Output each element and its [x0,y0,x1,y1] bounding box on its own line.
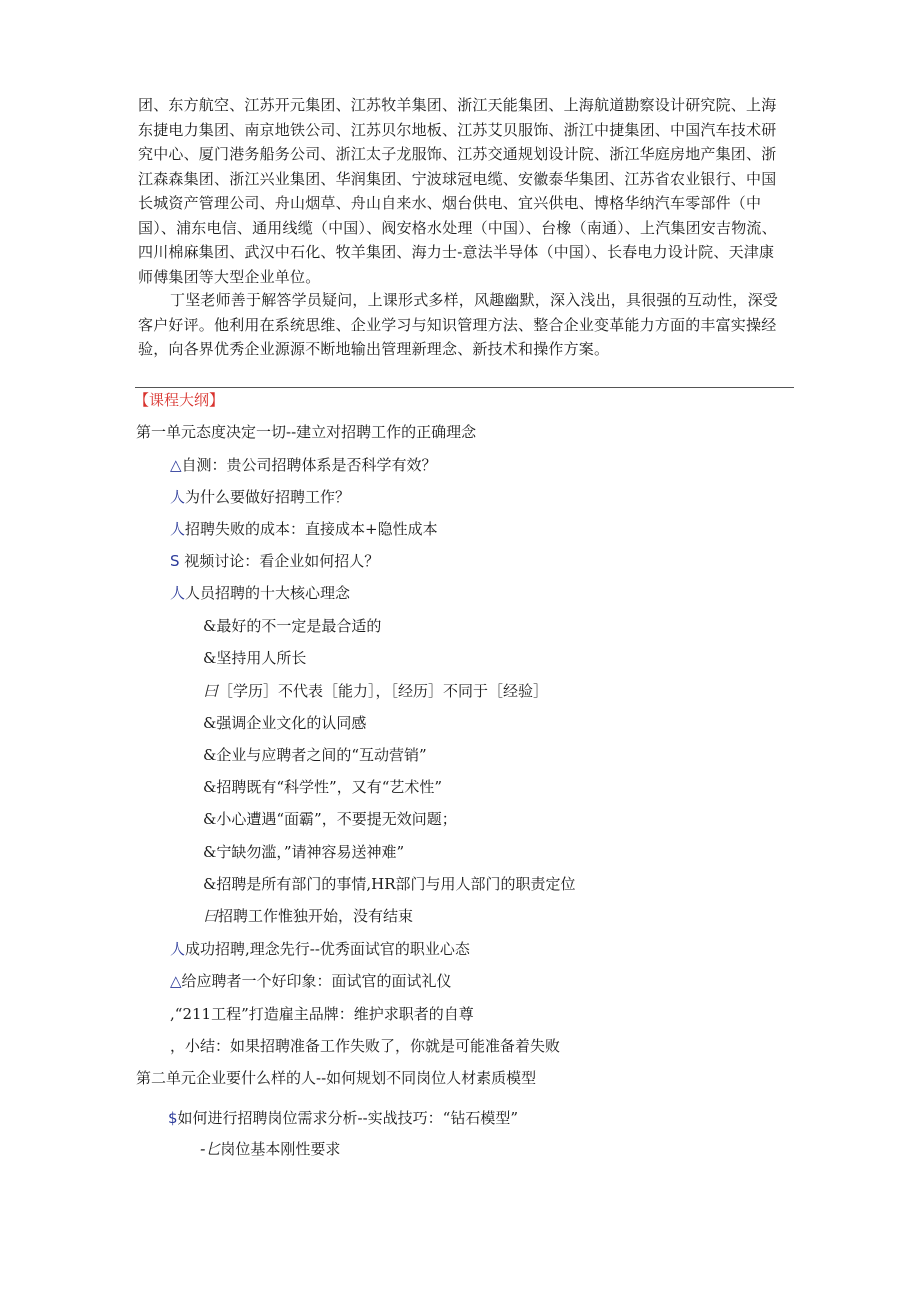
list-item-text: 人员招聘的十大核心理念 [185,584,351,602]
list-item-text: 如何进行招聘岗位需求分析--实战技巧：“钻石模型” [177,1109,519,1127]
core-idea-text: 宁缺勿滥，”请神容易送神难” [216,843,405,861]
list-item [170,487,350,507]
teaching-style-paragraph: 丁坚老师善于解答学员疑问，上课形式多样，风趣幽默，深入浅出，具很强的互动性，深受客户好评。他利用在系统思维、企业学习与知识管理方法、整合企业变革能力方面的丰富实操经验，向各界优秀企业源源不断地输出管理新理念、新技术和操作方案。 [138,291,779,358]
list-item [170,1004,474,1024]
person-bullet-icon: 人 [170,488,186,506]
core-idea-text: 小心遭遇“面霸”，不要提无效问题； [216,810,457,828]
core-idea-text: 坚持用人所长 [216,649,307,667]
sub-list-item-text: 岗位基本刚性要求 [220,1140,341,1158]
core-idea-text: 招聘工作惟独开始，没有结束 [218,907,414,925]
unit1-title: 第一单元态度决定一切--建立对招聘工作的正确理念 [136,423,477,441]
core-idea-item [203,713,366,733]
video-bullet-icon: S [170,552,180,570]
core-idea-text: 强调企业文化的认同感 [216,714,367,732]
list-item [170,519,438,539]
core-idea-text: 企业与应聘者之间的“互动营销” [216,746,427,764]
list-item [170,583,350,603]
list-item-text: 给应聘者一个好印象：面试官的面试礼仪 [181,972,452,990]
list-item-text: “211工程”打造雇主品牌：维护求职者的自尊 [174,1005,474,1023]
comma-bullet-icon: , [170,1005,175,1023]
core-idea-item [203,874,576,894]
list-item-text: 视频讨论：看企业如何招人？ [179,552,380,570]
box-bullet-icon: 曰 [203,907,219,925]
core-idea-item [203,842,404,862]
core-idea-text: 最好的不一定是最合适的 [216,617,382,635]
list-item [170,1036,560,1056]
core-idea-item [203,906,413,926]
core-idea-item [203,745,427,765]
core-idea-item [203,777,442,797]
comma-bullet-icon: ， [170,1037,186,1055]
list-item-text: 招聘失败的成本：直接成本+隐性成本 [185,520,438,538]
section-divider [135,387,794,388]
core-idea-item [203,809,457,829]
list-item-text: 小结：如果招聘准备工作失败了，你就是可能准备着失败 [185,1037,561,1055]
ampersand-bullet-icon: & [203,843,217,861]
list-item-text: 成功招聘,理念先行--优秀面试官的职业心态 [185,940,470,958]
list-item-text: 为什么要做好招聘工作？ [185,488,351,506]
dollar-bullet-icon: $ [168,1109,178,1127]
client-list-paragraph: 团、东方航空、江苏开元集团、江苏牧羊集团、浙江天能集团、上海航道勘察设计研究院、上海东捷电力集团、南京地铁公司、江苏贝尔地板、江苏艾贝服饰、浙江中捷集团、中国汽车技术研究中心、厦门港务船务公司、浙江太子龙服饰、江苏交通规划设计院、浙江华庭房地产集团、浙江森森集团、浙江兴业集团、华润集团、宁波球冠电缆、安徽泰华集团、江苏省农业银行、中国长城资产管理公司、舟山烟草、舟山自来水、烟台供电、宜兴供电、博格华纳汽车零部件（中国）、浦东电信、通用线缆（中国）、阀安格水处理（中国）、台橡（南通）、上汽集团安吉物流、四川棉麻集团、武汉中石化、牧羊集团、海力士-意法半导体（中国）、长春电力设计院、天津康师傅集团等大型企业单位。 [138,96,777,286]
ampersand-bullet-icon: & [203,746,217,764]
ampersand-bullet-icon: & [203,649,217,667]
person-bullet-icon: 人 [170,520,186,538]
person-bullet-icon: 人 [170,584,186,602]
ampersand-bullet-icon: & [203,875,217,893]
core-idea-item [203,681,548,701]
dash-bullet-icon: -匕 [200,1140,221,1158]
list-item [170,971,452,991]
list-item-text: 自测：贵公司招聘体系是否科学有效？ [181,456,437,474]
core-idea-text: 招聘是所有部门的事情,HR部门与用人部门的职责定位 [216,875,576,893]
person-bullet-icon: 人 [170,940,186,958]
list-item [170,551,379,571]
outline-heading: 【课程大纲】 [134,391,225,409]
sub-list-item [200,1139,340,1159]
list-item [170,939,470,959]
triangle-bullet-icon: △ [170,972,182,990]
ampersand-bullet-icon: & [203,714,217,732]
ampersand-bullet-icon: & [203,617,217,635]
box-bullet-icon: 曰 [203,682,219,700]
core-idea-text: ［学历］不代表［能力］，［经历］不同于［经验］ [218,682,549,700]
ampersand-bullet-icon: & [203,810,217,828]
list-item [168,1108,518,1128]
triangle-bullet-icon: △ [170,456,182,474]
core-idea-item [203,616,381,636]
ampersand-bullet-icon: & [203,778,217,796]
core-idea-item [203,648,306,668]
list-item [170,455,437,475]
core-idea-text: 招聘既有“科学性”，又有“艺术性” [216,778,443,796]
unit2-title: 第二单元企业要什么样的人--如何规划不同岗位人材素质模型 [136,1069,537,1087]
